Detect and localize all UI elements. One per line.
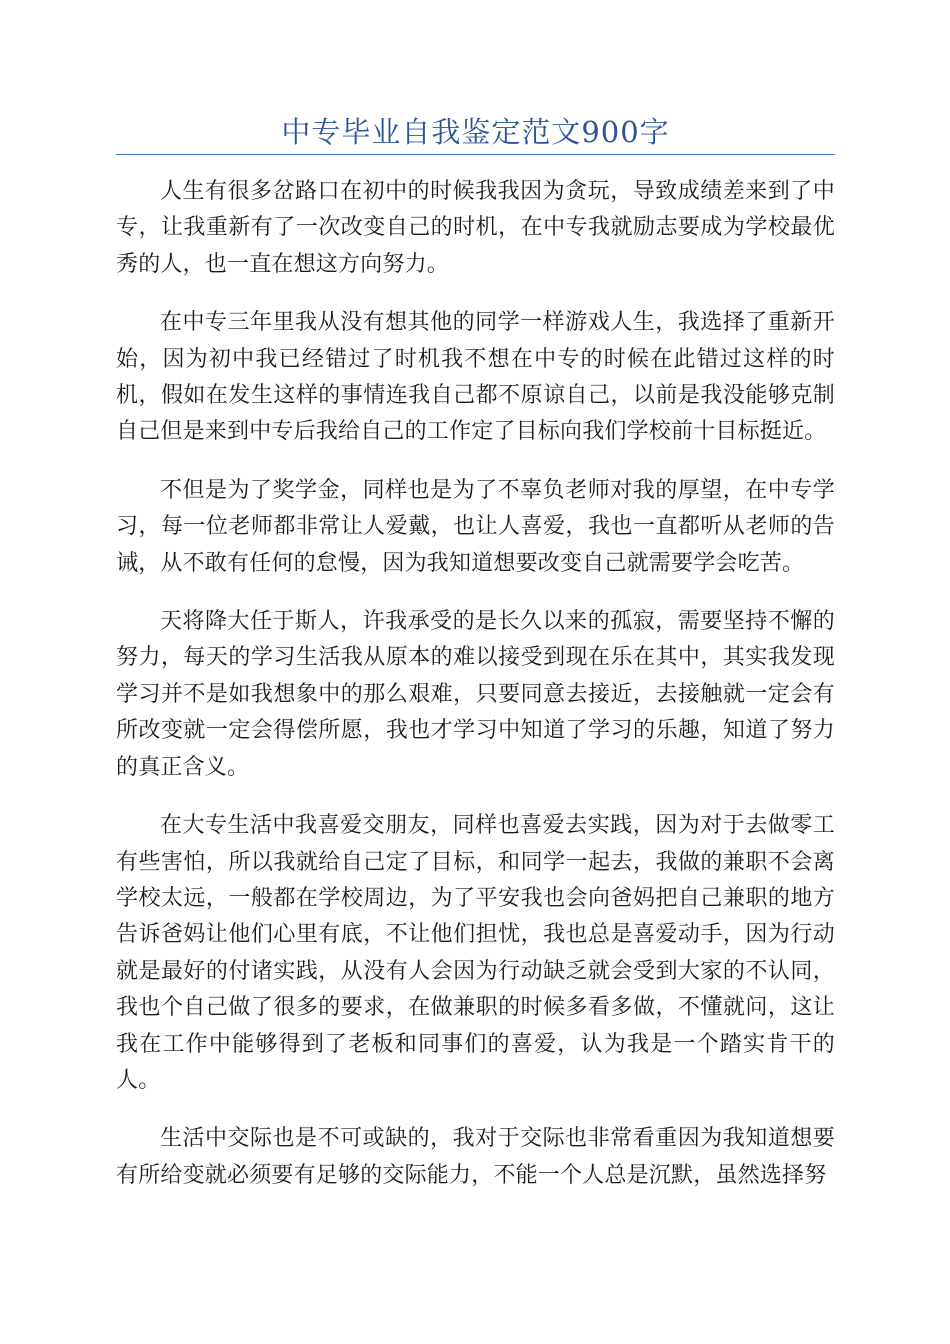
paragraph: 在中专三年里我从没有想其他的同学一样游戏人生，我选择了重新开始，因为初中我已经错过了时机我不想在中专的时候在此错过这样的时机，假如在发生这样的事情连我自己都不原谅自己，以前是我没能够克制自己但是来到中专后我给自己的工作定了目标向我们学校前十目标挺近。 bbox=[116, 310, 835, 445]
paragraph: 不但是为了奖学金，同样也是为了不辜负老师对我的厚望，在中专学习，每一位老师都非常让人爱戴，也让人喜爱，我也一直都听从老师的告诫，从不敢有任何的怠慢，因为我知道想要改变自己就需要学会吃苦。 bbox=[116, 477, 835, 576]
document-title: 中专毕业自我鉴定范文900字 bbox=[281, 115, 670, 149]
paragraph: 人生有很多岔路口在初中的时候我我因为贪玩，导致成绩差来到了中专，让我重新有了一次改变自己的时机，在中专我就励志要成为学校最优秀的人，也一直在想这方向努力。 bbox=[116, 179, 835, 277]
title-underline bbox=[116, 154, 835, 155]
document-body bbox=[116, 174, 835, 1216]
paragraph: 生活中交际也是不可或缺的，我对于交际也非常看重因为我知道想要有所给变就必须要有足够的交际能力，不能一个人总是沉默，虽然选择努 bbox=[116, 1126, 835, 1188]
paragraph: 在大专生活中我喜爱交朋友，同样也喜爱去实践，因为对于去做零工有些害怕，所以我就给自己定了目标，和同学一起去，我做的兼职不会离学校太远，一般都在学校周边，为了平安我也会向爸妈把自己兼职的地方告诉爸妈让他们心里有底，不让他们担忧，我也总是喜爱动手，因为行动就是最好的付诸实践，从没有人会因为行动缺乏就会受到大家的不认同，我也个自己做了很多的要求，在做兼职的时候多看多做，不懂就问，这让我在工作中能够得到了老板和同事们的喜爱，认为我是一个踏实肯干的人。 bbox=[116, 813, 835, 1093]
paragraph: 天将降大任于斯人，许我承受的是长久以来的孤寂，需要坚持不懈的努力，每天的学习生活我从原本的难以接受到现在乐在其中，其实我发现学习并不是如我想象中的那么艰难，只要同意去接近，去接触就一定会有所改变就一定会得偿所愿，我也才学习中知道了学习的乐趣，知道了努力的真正含义。 bbox=[116, 609, 835, 780]
